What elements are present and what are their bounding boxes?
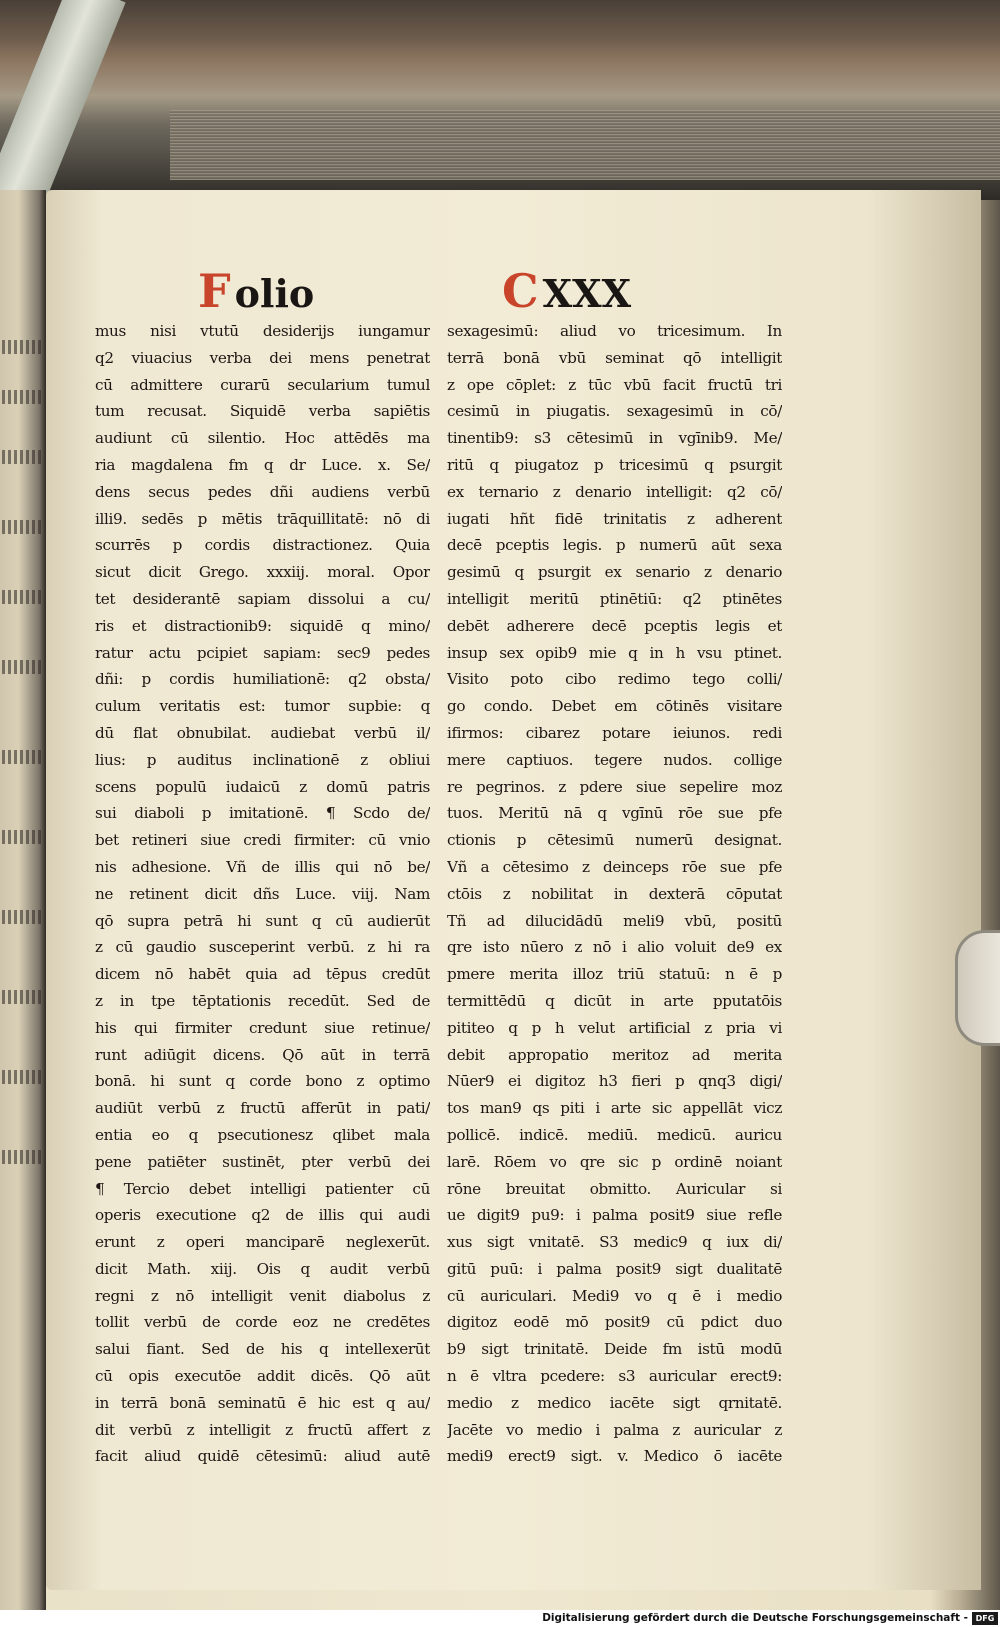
text-line: q2 viuacius verba dei mens penetrat: [95, 348, 430, 367]
margin-text-fragment: [2, 450, 42, 464]
text-line: tinentib9: s3 cētesimū in vgīnib9. Me/: [447, 429, 782, 448]
text-line: salui fiant. Sed de his q intellexerūt: [95, 1340, 430, 1359]
text-line: tollit verbū de corde eoz ne credētes: [95, 1313, 430, 1332]
margin-text-fragment: [2, 830, 42, 844]
text-line: audiunt cū silentio. Hoc attēdēs ma: [95, 429, 430, 448]
text-line: operis executione q2 de illis qui audi: [95, 1206, 430, 1225]
margin-text-fragment: [2, 340, 42, 354]
margin-text-fragment: [2, 390, 42, 404]
funding-notice: Digitalisierung gefördert durch die Deutsche Forschungsgemeinschaft -: [542, 1612, 968, 1624]
text-line: ratur actu pcipiet sapiam: sec9 pedes: [95, 643, 430, 662]
text-line: rōne breuitat obmitto. Auricular si: [447, 1179, 782, 1198]
text-line: cū opis executōe addit dicēs. Qō aūt: [95, 1367, 430, 1386]
text-line: decē pceptis legis. p numerū aūt sexa: [447, 536, 782, 555]
text-line: lius: p auditus inclinationē z obliui: [95, 750, 430, 769]
text-line: Visito poto cibo redimo tego colli/: [447, 670, 782, 689]
text-line: z cū gaudio susceperint verbū. z hi ra: [95, 938, 430, 957]
text-line: pollicē. indicē. mediū. medicū. auricu: [447, 1125, 782, 1144]
text-line: re pegrinos. z pdere siue sepelire moz: [447, 777, 782, 796]
text-line: entia eo q psecutionesz qlibet mala: [95, 1125, 430, 1144]
rubricated-initial: F: [198, 264, 231, 318]
text-line: z in tpe tēptationis recedūt. Sed de: [95, 991, 430, 1010]
text-line: intelligit meritū ptinētiū: q2 ptinētes: [447, 589, 782, 608]
text-line: gesimū q psurgit ex senario z denario: [447, 563, 782, 582]
text-line: qre isto nūero z nō i alio voluit de9 ex: [447, 938, 782, 957]
text-line: pititeo q p h velut artificial z pria vi: [447, 1018, 782, 1037]
text-line: ifirmos: cibarez potare ieiunos. redi: [447, 723, 782, 742]
text-line: tuos. Meritū nā q vgīnū rōe sue pfe: [447, 804, 782, 823]
text-line: scurrēs p cordis distractionez. Quia: [95, 536, 430, 555]
rubricated-initial: C: [502, 264, 539, 318]
book-top-edge: [0, 0, 1000, 200]
text-line: pene patiēter sustinēt, pter verbū dei: [95, 1152, 430, 1171]
text-line: medio z medico iacēte sigt qrnitatē.: [447, 1393, 782, 1412]
text-line: audiūt verbū z fructū afferūt in pati/: [95, 1099, 430, 1118]
text-line: runt adiūgit dicens. Qō aūt in terrā: [95, 1045, 430, 1064]
text-line: Jacēte vo medio i palma z auricular z: [447, 1420, 782, 1439]
text-line: xus sigt vnitatē. S3 medic9 q iux di/: [447, 1233, 782, 1252]
text-line: sui diaboli p imitationē. ¶ Scdo de/: [95, 804, 430, 823]
text-line: ue digit9 pu9: i palma posit9 siue refle: [447, 1206, 782, 1225]
dfg-logo: DFG: [972, 1612, 998, 1625]
text-line: in terrā bonā seminatū ē hic est q au/: [95, 1393, 430, 1412]
text-line: ne retinent dicit dñs Luce. viij. Nam: [95, 884, 430, 903]
text-line: nis adhesione. Vñ de illis qui nō be/: [95, 857, 430, 876]
text-line: cū auriculari. Medi9 vo q ē i medio: [447, 1286, 782, 1305]
text-line: dit verbū z intelligit z fructū affert z: [95, 1420, 430, 1439]
text-line: ris et distractionib9: siquidē q mino/: [95, 616, 430, 635]
text-line: medi9 erect9 sigt. v. Medico ō iacēte: [447, 1447, 782, 1466]
text-line: ctōis z nobilitat in dexterā cōputat: [447, 884, 782, 903]
text-line: dū flat obnubilat. audiebat verbū il/: [95, 723, 430, 742]
text-line: debēt adherere decē pceptis legis et: [447, 616, 782, 635]
text-line: ria magdalena fm q dr Luce. x. Se/: [95, 455, 430, 474]
text-line: Tñ ad dilucidādū meli9 vbū, positū: [447, 911, 782, 930]
text-line: cesimū in piugatis. sexagesimū in cō/: [447, 402, 782, 421]
margin-text-fragment: [2, 990, 42, 1004]
text-line: scens populū iudaicū z domū patris: [95, 777, 430, 796]
margin-text-fragment: [2, 1070, 42, 1084]
text-line: tos man9 qs piti i arte sic appellāt vicz: [447, 1099, 782, 1118]
text-line: go condo. Debet em cōtinēs visitare: [447, 697, 782, 716]
text-line: termittēdū q dicūt in arte pputatōis: [447, 991, 782, 1010]
text-line: z ope cōplet: z tūc vbū facit fructū tri: [447, 375, 782, 394]
text-line: ex ternario z denario intelligit: q2 cō/: [447, 482, 782, 501]
digitization-footer: [0, 1610, 1000, 1627]
text-line: regni z nō intelligit venit diabolus z: [95, 1286, 430, 1305]
text-line: ctionis p cētesimū numerū designat.: [447, 831, 782, 850]
text-line: mus nisi vtutū desiderijs iungamur: [95, 322, 430, 340]
text-line: Nūer9 ei digitoz h3 fieri p qnq3 digi/: [447, 1072, 782, 1091]
text-line: mere captiuos. tegere nudos. collige: [447, 750, 782, 769]
text-line: qō supra petrā hi sunt q cū audierūt: [95, 911, 430, 930]
text-line: facit aliud quidē cētesimū: aliud autē: [95, 1447, 430, 1466]
text-line: his qui firmiter credunt siue retinue/: [95, 1018, 430, 1037]
text-line: ¶ Tercio debet intelligi patienter cū: [95, 1179, 430, 1198]
text-line: ritū q piugatoz p tricesimū q psurgit: [447, 455, 782, 474]
text-line: erunt z operi manciparē neglexerūt.: [95, 1233, 430, 1252]
page-edges: [170, 110, 1000, 180]
left-page-edge: [0, 190, 46, 1610]
margin-text-fragment: [2, 590, 42, 604]
left-text-column: [95, 318, 430, 1470]
margin-text-fragment: [2, 750, 42, 764]
text-line: dñi: p cordis humiliationē: q2 obsta/: [95, 670, 430, 689]
text-line: pmere merita illoz triū statuū: n ē p: [447, 965, 782, 984]
margin-text-fragment: [2, 910, 42, 924]
text-line: tet desiderantē sapiam dissolui a cu/: [95, 589, 430, 608]
text-line: sexagesimū: aliud vo tricesimum. In: [447, 322, 782, 340]
text-line: tum recusat. Siquidē verba sapiētis: [95, 402, 430, 421]
folio-header: [198, 265, 314, 317]
text-line: larē. Rōem vo qre sic p ordinē noiant: [447, 1152, 782, 1171]
folio-label: olio: [234, 271, 315, 316]
folio-number: XXX: [542, 271, 632, 316]
text-line: dicem nō habēt quia ad tēpus credūt: [95, 965, 430, 984]
text-line: b9 sigt trinitatē. Deide fm istū modū: [447, 1340, 782, 1359]
text-line: terrā bonā vbū seminat qō intelligit: [447, 348, 782, 367]
margin-text-fragment: [2, 520, 42, 534]
text-line: culum veritatis est: tumor supbie: q: [95, 697, 430, 716]
text-line: dicit Math. xiij. Ois q audit verbū: [95, 1259, 430, 1278]
text-line: sicut dicit Grego. xxxiij. moral. Opor: [95, 563, 430, 582]
right-text-column: [447, 318, 782, 1470]
text-line: debit appropatio meritoz ad merita: [447, 1045, 782, 1064]
text-line: Vñ a cētesimo z deinceps rōe sue pfe: [447, 857, 782, 876]
margin-text-fragment: [2, 1150, 42, 1164]
text-line: bonā. hi sunt q corde bono z optimo: [95, 1072, 430, 1091]
text-line: gitū puū: i palma posit9 sigt dualitatē: [447, 1259, 782, 1278]
text-line: n ē vltra pcedere: s3 auricular erect9:: [447, 1367, 782, 1386]
margin-text-fragment: [2, 660, 42, 674]
page-clip: [955, 930, 1000, 1046]
text-line: digitoz eodē mō posit9 cū pdict duo: [447, 1313, 782, 1332]
text-line: cū admittere curarū secularium tumul: [95, 375, 430, 394]
text-line: iugati hñt fidē trinitatis z adherent: [447, 509, 782, 528]
text-line: bet retineri siue credi firmiter: cū vnio: [95, 831, 430, 850]
text-line: illi9. sedēs p mētis trāquillitatē: nō di: [95, 509, 430, 528]
text-line: insup sex opib9 mie q in h vsu ptinet.: [447, 643, 782, 662]
folio-number-header: [502, 265, 631, 317]
text-line: dens secus pedes dñi audiens verbū: [95, 482, 430, 501]
